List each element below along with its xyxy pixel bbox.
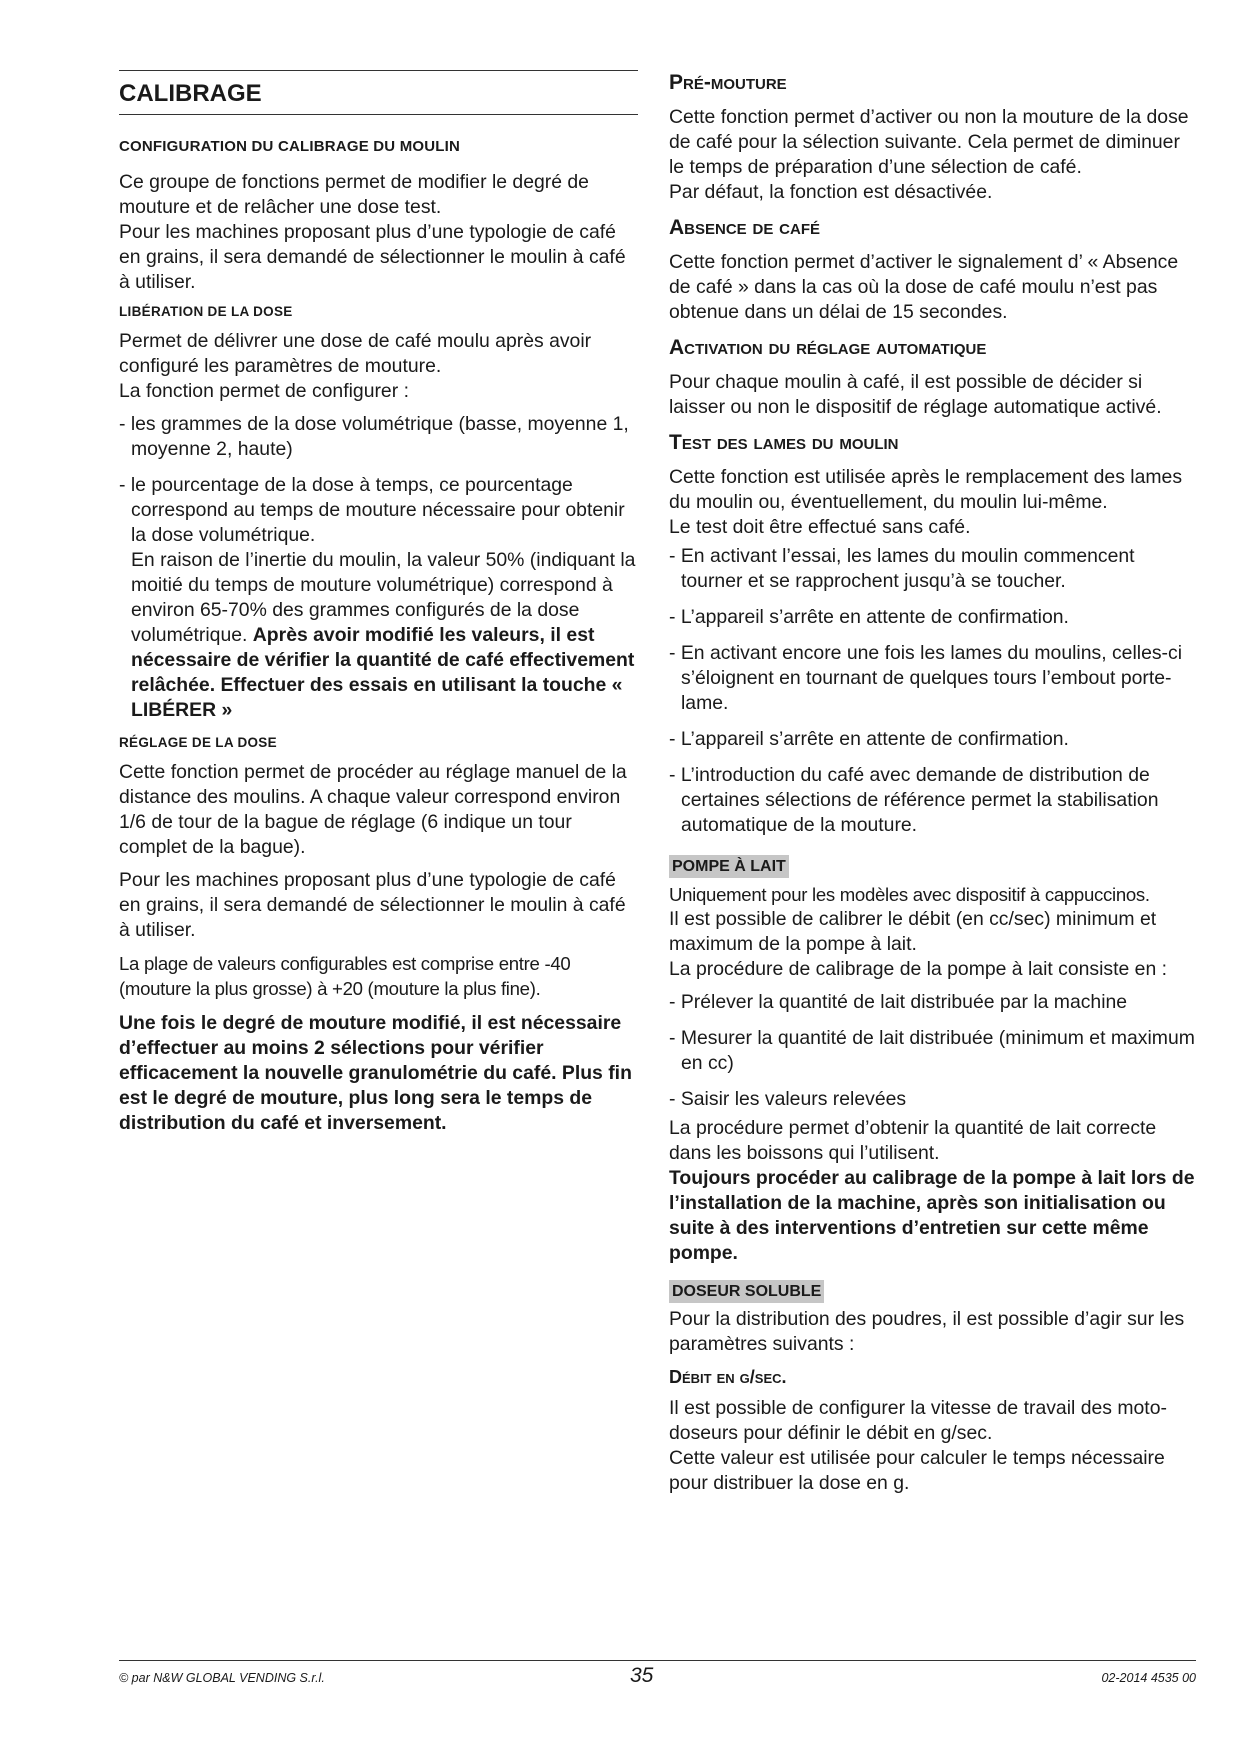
footer-divider: [119, 1660, 1196, 1661]
pompe-bullet-2: - Mesurer la quantité de lait distribuée (minimum et maximum en cc): [669, 1027, 1195, 1074]
doseur-paragraph: Pour la distribution des poudres, il est possible d’agir sur les paramètres suivants :: [669, 1308, 1185, 1355]
reglage-paragraph-3: La plage de valeurs configurables est comprise entre -40 (mouture la plus grosse) à +20 (mouture la plus fine).: [119, 953, 571, 999]
activation-heading: Activation du réglage automatique: [669, 336, 987, 359]
pompe-heading: POMPE À LAIT: [669, 855, 789, 878]
reglage-paragraph-1: Cette fonction permet de procéder au réglage manuel de la distance des moulins. A chaque valeur correspond environ 1/6 de tour de la bague de réglage (6 indique un tour complet de la bague).: [119, 761, 627, 858]
debit-paragraph-2: Cette valeur est utilisée pour calculer le temps nécessaire pour distribuer la dose en g.: [669, 1447, 1165, 1494]
pompe-paragraph-2: Il est possible de calibrer le débit (en cc/sec) minimum et maximum de la pompe à lait.: [669, 908, 1157, 955]
left-column: [119, 70, 638, 1144]
premouture-heading: Pré-mouture: [669, 71, 787, 94]
doseur-heading: DOSEUR SOLUBLE: [669, 1280, 824, 1303]
test-paragraph-1: Cette fonction est utilisée après le remplacement des lames du moulin ou, éventuellement, du moulin lui-même.: [669, 466, 1183, 513]
liberation-paragraph-1: Permet de délivrer une dose de café moulu après avoir configuré les paramètres de mouture.: [119, 330, 592, 377]
activation-paragraph: Pour chaque moulin à café, il est possible de décider si laisser ou non le dispositif de réglage automatique activé.: [669, 371, 1162, 418]
section-title: CALIBRAGE: [119, 70, 638, 115]
page-number: 35: [630, 1664, 654, 1687]
config-paragraph-1: Ce groupe de fonctions permet de modifier le degré de mouture et de relâcher une dose test.: [119, 171, 589, 218]
reglage-paragraph-2: Pour les machines proposant plus d’une typologie de café en grains, il sera demandé de sélectionner le moulin à café à utiliser.: [119, 869, 626, 941]
reglage-warning: Une fois le degré de mouture modifié, il est nécessaire d’effectuer au moins 2 sélections pour vérifier efficacement la nouvelle granulométrie du café. Plus fin est le degré de mouture, plus long sera le temps de distribution du café et inversement.: [119, 1012, 632, 1134]
liberation-paragraph-2: La fonction permet de configurer :: [119, 380, 409, 402]
footer-copyright: © par N&W GLOBAL VENDING S.r.l.: [119, 1671, 325, 1685]
right-column: [669, 70, 1196, 1504]
pompe-bullet-1: - Prélever la quantité de lait distribuée par la machine: [669, 991, 1128, 1013]
liberation-bullet-2-text-b: En raison de l’inertie du moulin, la valeur 50% (indiquant la moitié du temps de mouture volumétrique) correspond à environ 65-70% des grammes configurés de la dose volumétrique.: [131, 549, 636, 646]
pompe-paragraph-3: La procédure de calibrage de la pompe à lait consiste en :: [669, 958, 1168, 980]
debit-paragraph-1: Il est possible de configurer la vitesse de travail des moto-doseurs pour définir le débit en g/sec.: [669, 1397, 1167, 1444]
pompe-warning: Toujours procéder au calibrage de la pompe à lait lors de l’installation de la machine, après son initialisation ou suite à des interventions d’entretien sur cette même pompe.: [669, 1167, 1195, 1264]
absence-paragraph: Cette fonction permet d’activer le signalement d’ « Absence de café » dans la cas où la dose de café moulu n’est pas obtenue dans un délai de 15 secondes.: [669, 251, 1179, 323]
absence-heading: Absence de café: [669, 216, 821, 239]
pompe-bullet-3: - Saisir les valeurs relevées: [669, 1088, 907, 1110]
reglage-heading: RÉGLAGE DE LA DOSE: [119, 735, 277, 750]
pompe-paragraph-1: Uniquement pour les modèles avec dispositif à cappuccinos.: [669, 884, 1150, 905]
premouture-paragraph-2: Par défaut, la fonction est désactivée.: [669, 181, 993, 203]
liberation-bullet-1: - les grammes de la dose volumétrique (basse, moyenne 1, moyenne 2, haute): [119, 413, 629, 460]
config-paragraph-2: Pour les machines proposant plus d’une typologie de café en grains, il sera demandé de sélectionner le moulin à café à utiliser.: [119, 221, 626, 293]
config-heading: CONFIGURATION DU CALIBRAGE DU MOULIN: [119, 138, 461, 155]
test-bullet-3: - En activant encore une fois les lames du moulins, celles-ci s’éloignent en tournant de quelques tours l’embout porte-lame.: [669, 642, 1183, 714]
document-code: 02-2014 4535 00: [1101, 1671, 1196, 1685]
test-bullet-2: - L’appareil s’arrête en attente de confirmation.: [669, 606, 1069, 628]
liberation-warning: Après avoir modifié les valeurs, il est nécessaire de vérifier la quantité de café effectivement relâchée. Effectuer des essais en utilisant la touche « LIBÉRER »: [131, 624, 635, 721]
liberation-bullet-2: [119, 473, 638, 723]
liberation-heading: LIBÉRATION DE LA DOSE: [119, 304, 293, 319]
test-bullet-5: - L’introduction du café avec demande de distribution de certaines sélections de référence permet la stabilisation automatique de la mouture.: [669, 764, 1159, 836]
test-bullet-4: - L’appareil s’arrête en attente de confirmation.: [669, 728, 1069, 750]
test-bullet-1: - En activant l’essai, les lames du moulin commencent tourner et se rapprochent jusqu’à se toucher.: [669, 545, 1135, 592]
liberation-bullet-2-continued: [131, 548, 638, 723]
premouture-paragraph-1: Cette fonction permet d’activer ou non la mouture de la dose de café pour la sélection suivante. Cela permet de diminuer le temps de préparation d’une sélection de café.: [669, 106, 1189, 178]
liberation-bullet-2-text: - le pourcentage de la dose à temps, ce pourcentage correspond au temps de mouture nécessaire pour obtenir la dose volumétrique.: [119, 474, 625, 546]
debit-heading: Débit en g/sec.: [669, 1367, 787, 1387]
test-heading: Test des lames du moulin: [669, 431, 899, 454]
test-paragraph-2: Le test doit être effectué sans café.: [669, 516, 971, 538]
pompe-paragraph-4: La procédure permet d’obtenir la quantité de lait correcte dans les boissons qui l’utilisent.: [669, 1117, 1157, 1164]
